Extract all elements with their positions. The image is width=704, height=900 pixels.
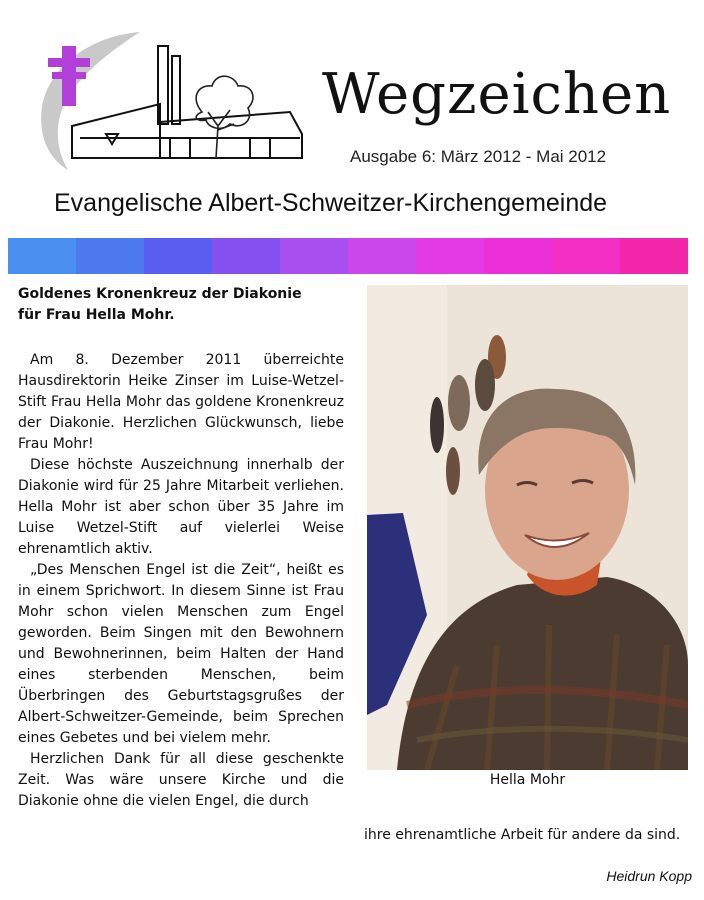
color-bar-segment	[280, 238, 348, 274]
paragraph-1: Am 8. Dezember 2011 überreichte Hausdirektorin Heike Zinser im Luise-Wetzel-Stift Frau Hella Mohr das goldene Kronenkreuz der Diakonie. Herzlichen Glückwunsch, liebe Frau Mohr!	[18, 352, 344, 452]
color-bar-segment	[484, 238, 552, 274]
color-bar-segment	[212, 238, 280, 274]
parish-logo	[20, 26, 320, 174]
article-headline	[18, 284, 348, 326]
swoosh-shape	[41, 32, 140, 170]
parish-name: Evangelische Albert-Schweitzer-Kirchengemeinde	[54, 189, 608, 217]
color-bar-segment	[416, 238, 484, 274]
article-body-left	[18, 350, 344, 812]
paragraph-3: „Des Menschen Engel ist die Zeit“, heißt es in einem Sprichwort. In diesem Sinne ist Frau Mohr schon vielen Menschen zum Engel geworden. Beim Singen mit den Bewohnern und Bewohnerinnen, beim Halten der Hand eines sterbenden Menschen, beim Überbringen des Geburtstagsgrußes der Albert-Schweitzer-Gemeinde, beim Sprechen eines Gebetes und bei vielem mehr.	[18, 562, 344, 746]
tree-icon	[196, 76, 253, 158]
color-bar-segment	[620, 238, 688, 274]
headline-line-2: für Frau Hella Mohr.	[18, 307, 175, 323]
photo-caption: Hella Mohr	[489, 772, 566, 788]
paragraph-5: ihre ehrenamtliche Arbeit für andere da sind.	[364, 827, 681, 843]
color-bar-segment	[348, 238, 416, 274]
color-bar-segment	[144, 238, 212, 274]
author-signature: Heidrun Kopp	[606, 868, 692, 884]
paragraph-4: Herzlichen Dank für all diese geschenkte Zeit. Was wäre unsere Kirche und die Diakonie ohne die vielen Engel, die durch	[18, 751, 344, 809]
paragraph-2: Diese höchste Auszeichnung innerhalb der Diakonie wird für 25 Jahre Mitarbeit verliehen. Hella Mohr ist aber schon über 35 Jahre im Luise Wetzel-Stift auf vielerlei Weise ehrenamtlich aktiv.	[18, 457, 344, 557]
issue-info: Ausgabe 6: März 2012 - Mai 2012	[350, 147, 607, 166]
color-bar-segment	[76, 238, 144, 274]
church-building-icon	[72, 46, 302, 158]
color-bar-segment	[552, 238, 620, 274]
headline-line-1: Goldenes Kronenkreuz der Diakonie	[18, 286, 302, 302]
article-body-right	[364, 825, 690, 846]
portrait-photo	[367, 285, 688, 770]
newsletter-title: Wegzeichen	[322, 62, 672, 127]
color-bar-segment	[8, 238, 76, 274]
color-gradient-bar	[8, 238, 688, 274]
